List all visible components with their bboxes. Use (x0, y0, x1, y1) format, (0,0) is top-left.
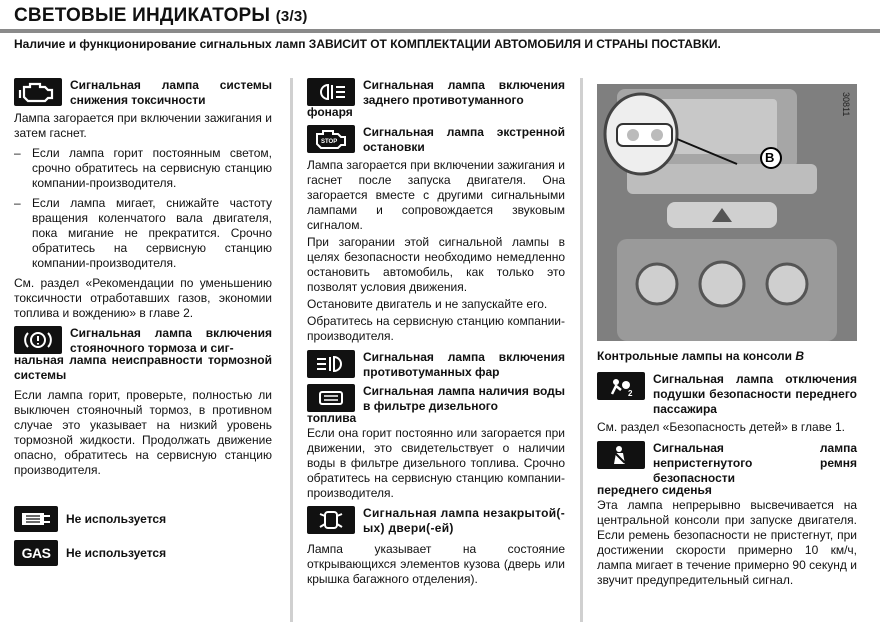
door-p1: Лампа указывает на состояние открывающихся элементов кузова (дверь или крышка багажного отделения). (307, 542, 565, 586)
toxic-heading-text: Сигнальная лампа системы снижения токсичности (70, 78, 272, 107)
stop-p3: Остановите двигатель и не запускайте его. (307, 297, 548, 311)
title-text: СВЕТОВЫЕ ИНДИКАТОРЫ (14, 5, 271, 26)
rear-fog-icon (307, 78, 355, 106)
page-subtitle: Наличие и функционирование сигнальных ламп ЗАВИСИТ ОТ КОМПЛЕКТАЦИИ АВТОМОБИЛЯ И СТРАНЫ ПОСТАВКИ. (14, 37, 721, 51)
column-divider-1 (290, 78, 293, 622)
console-photo (597, 84, 857, 341)
water-heading-cont: топлива (307, 411, 357, 425)
frontfog-heading-text: Сигнальная лампа включения противотуманных фар (363, 350, 565, 379)
stop-p2: При загорании этой сигнальной лампы в целях безопасности необходимо немедленно остановить автомобиль, как только это позволят условия движения. (307, 235, 565, 294)
belt-p1: Эта лампа непрерывно высвечивается на центральной консоли при запуске двигателя. Если ремень безопасности не пристегнут, при достижении скорости примерно 10 км/ч, лампа мигает в течение примерно 90 секунд и звучит предупредительный сигнал. (597, 498, 857, 587)
stop-p4: Обратитесь на сервисную станцию компании-производителя. (307, 314, 565, 343)
unused-heading-2 (14, 540, 272, 566)
unused-label-2: Не используется (66, 545, 167, 560)
toxic-dash-1-text: Если лампа горит постоянным светом, срочно обратитесь на сервисную станцию компании-производителя. (32, 146, 272, 190)
water-heading-text: Сигнальная лампа наличия воды в фильтре дизельного (363, 384, 565, 413)
brake-heading-cont: нальная лампа неисправности тормозной системы (14, 353, 272, 382)
toxic-heading (14, 78, 272, 108)
toxic-p1: Лампа загорается при включении зажигания и затем гаснет. (14, 111, 272, 140)
belt-heading (597, 441, 857, 486)
water-p1: Если она горит постоянно или загорается при движении, это свидетельствует о наличии воды в фильтре дизельного топлива. Срочно обратитесь на сервисную станцию компании-производителя. (307, 426, 565, 500)
column-2 (307, 78, 565, 592)
header-rule (0, 29, 880, 33)
gas-icon-text: GAS (21, 544, 51, 561)
unused-heading-1 (14, 506, 272, 532)
toxic-p2: См. раздел «Рекомендации по уменьшению токсичности отработавших газов, экономии топлива и вождению» в главе 2. (14, 276, 272, 320)
frontfog-heading (307, 350, 565, 380)
belt-heading-text: Сигнальная лампа непристегнутого ремня безопасности (653, 441, 857, 485)
unused-label-1: Не используется (66, 511, 167, 526)
open-door-icon (307, 506, 355, 534)
stop-icon-text: STOP (321, 139, 338, 145)
preheat-icon (14, 506, 58, 532)
photo-caption (597, 349, 857, 364)
front-fog-icon (307, 350, 355, 378)
brake-p1: Если лампа горит, проверьте, полностью ли выключен стояночный тормоз, в противном случае это указывает на низкий уровень тормозной жидкости. Продолжать движение опасно, обратитесь на сервисную станцию производителя. (14, 388, 272, 477)
column-1 (14, 78, 272, 569)
water-in-fuel-icon (307, 384, 355, 412)
rearfog-heading-text: Сигнальная лампа включения заднего противотуманного (363, 78, 565, 107)
brake-heading-text: Сигнальная лампа включения стояночного тормоза и сиг- (70, 326, 272, 355)
column-divider-2 (580, 78, 583, 622)
stop-heading (307, 125, 565, 155)
toxic-dash-2-text: Если лампа мигает, снижайте частоту вращения коленчатого вала двигателя, пока мигание не прекратится. Срочно обратитесь на сервисную станцию компании-производителя. (32, 196, 272, 270)
rearfog-heading (307, 78, 565, 108)
door-heading-text: Сигнальная лампа незакрытой(-ых) двери(-ей) (363, 506, 565, 535)
water-heading (307, 384, 565, 414)
rearfog-heading-cont: фонаря (307, 105, 353, 119)
stop-p1: Лампа загорается при включении зажигания и гаснет после запуска двигателя. Она загорается вместе с другими сигнальными лампами и сопровождается звуковым сигналом. (307, 158, 565, 232)
engine-check-icon (14, 78, 62, 106)
photo-code: 30811 (841, 92, 851, 117)
stop-heading-text: Сигнальная лампа экстренной остановки (363, 125, 565, 154)
caption-text: Контрольные лампы на консоли (597, 349, 793, 363)
airbag-heading (597, 372, 857, 417)
svg-text:2: 2 (628, 389, 633, 397)
door-heading (307, 506, 565, 536)
gas-icon (14, 540, 58, 566)
column-3 (597, 84, 857, 593)
airbag-off-icon (597, 372, 645, 400)
airbag-heading-text: Сигнальная лампа отключения подушки безопасности переднего пассажира (653, 372, 857, 416)
airbag-p1: См. раздел «Безопасность детей» в главе 1. (597, 420, 845, 434)
toxic-dash-2: – Если лампа мигает, снижайте частоту вращения коленчатого вала двигателя, пока мигание не прекратится. Срочно обратитесь на сервисную станцию компании-производителя. (14, 196, 272, 270)
belt-heading-cont: переднего сиденья (597, 483, 712, 497)
toxic-dash-1: – Если лампа горит постоянным светом, срочно обратитесь на сервисную станцию компании-производителя. (14, 146, 272, 190)
title-part: (3/3) (275, 8, 308, 25)
stop-icon (307, 125, 355, 153)
parking-brake-icon (14, 326, 62, 354)
caption-ref: B (795, 349, 805, 363)
page-title (14, 5, 308, 27)
brake-heading (14, 326, 272, 356)
seatbelt-icon (597, 441, 645, 469)
photo-marker-b: B (765, 150, 775, 165)
